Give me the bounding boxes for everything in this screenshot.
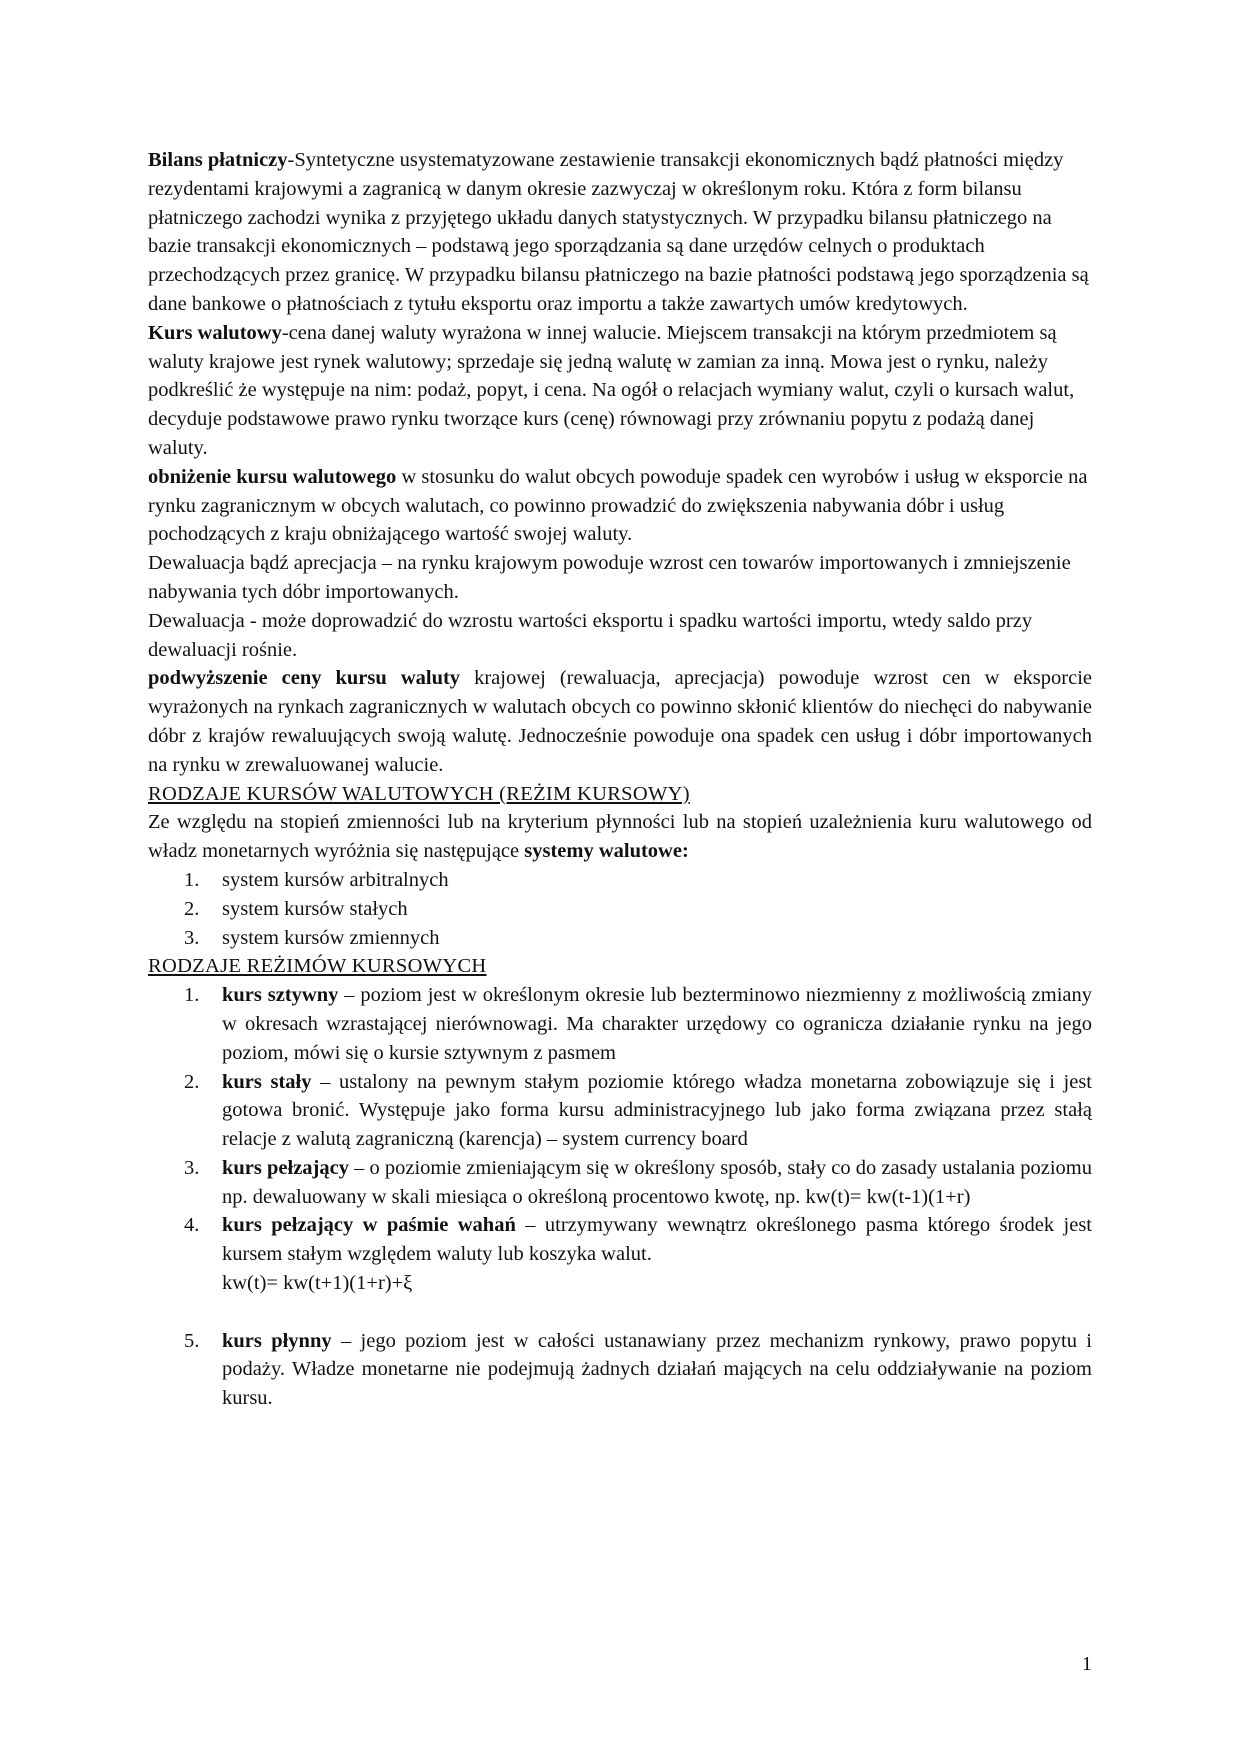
text-obnizenie: w stosunku do walut obcych powoduje spadek cen wyrobów i usług w eksporcie na rynku zagranicznym w obcych walutach, co powinno prowadzić do zwiększenia nabywania dóbr i usług pochodzących z kraju obniżającego wartość swojej waluty. <box>148 465 1088 546</box>
paragraph-dewaluacja-1: Dewaluacja bądź aprecjacja – na rynku krajowym powoduje wzrost cen towarów importowanych i zmniejszenie nabywania tych dóbr importowanych. <box>148 552 1071 603</box>
paragraph-systemy-intro <box>148 808 1092 866</box>
list-item-term: kurs sztywny <box>222 984 339 1007</box>
paragraph-podwyzszenie <box>148 664 1092 779</box>
document-page <box>148 146 1092 1413</box>
list-item <box>148 1327 1092 1413</box>
list-item-text: – o poziomie zmieniającym się w określony sposób, stały co do zasady ustalania poziomu np. dewaluowany w skali miesiąca o określoną procentowo kwotę, np. kw(t)= kw(t-1)(1+r) <box>222 1156 1092 1208</box>
list-item-formula: kw(t)= kw(t+1)(1+r)+ξ <box>222 1272 413 1295</box>
list-item-text: – utrzymywany wewnątrz określonego pasma którego środek jest kursem stałym względem waluty lub koszyka walut. <box>222 1214 1092 1266</box>
paragraph-kurs-walutowy <box>148 319 1092 463</box>
list-item-text: – jego poziom jest w całości ustanawiany przez mechanizm rynkowy, prawo popytu i podaży. Władze monetarne nie podejmują żadnych działań mających na celu oddziaływanie na poziom kursu. <box>222 1329 1092 1410</box>
list-item-number: 1. <box>184 984 200 1007</box>
term-podwyzszenie: podwyższenie ceny kursu waluty <box>148 667 461 690</box>
list-item <box>148 1211 1092 1297</box>
term-kurs-walutowy: Kurs walutowy <box>148 321 282 344</box>
list-item <box>148 1068 1092 1154</box>
heading-rodzaje-rezimow: RODZAJE REŻIMÓW KURSOWYCH <box>148 955 487 978</box>
list-item <box>148 981 1092 1067</box>
list-item-number: 3. <box>184 1156 200 1179</box>
systems-list <box>148 866 1092 952</box>
list-item <box>148 895 1092 924</box>
list-item-number: 4. <box>184 1214 200 1237</box>
heading-rodzaje-kursow: RODZAJE KURSÓW WALUTOWYCH (REŻIM KURSOWY) <box>148 782 690 805</box>
text-kurs-walutowy: -cena danej waluty wyrażona w innej walucie. Miejscem transakcji na którym przedmiotem są waluty krajowe jest rynek walutowy; sprzedaje się jedną walutę w zamian za inną. Mowa jest o rynku, należy podkreślić że występuje na nim: podaż, popyt, i cena. Na ogół o relacjach wymiany walut, czyli o kursach walut, decyduje podstawowe prawo rynku tworzące kurs (cenę) równowagi przy zrównaniu popytu z podażą danej waluty. <box>148 321 1075 459</box>
list-item-text: – ustalony na pewnym stałym poziomie którego władza monetarna zobowiązuje się i jest gotowa bronić. Występuje jako forma kursu administracyjnego lub jako forma związana przez stałą relacje z walutą zagraniczną (karencja) – system currency board <box>222 1070 1092 1151</box>
list-item-number: 5. <box>184 1329 200 1352</box>
list-item <box>148 866 1092 895</box>
paragraph-obnizenie <box>148 463 1092 549</box>
list-item-term: kurs stały <box>222 1070 312 1093</box>
list-item <box>148 1154 1092 1212</box>
list-item-text: – poziom jest w określonym okresie lub bezterminowo niezmienny z możliwością zmiany w okresach wzrastającej nierównowagi. Ma charakter urzędowy co ogranicza działanie rynku na jego poziom, mówi się o kursie sztywnym z pasmem <box>222 984 1092 1064</box>
list-item <box>148 924 1092 953</box>
paragraph-dewaluacja-2: Dewaluacja - może doprowadzić do wzrostu wartości eksportu i spadku wartości importu, wtedy saldo przy dewaluacji rośnie. <box>148 609 1033 661</box>
list-item-text: system kursów zmiennych <box>222 926 440 949</box>
term-bilans: Bilans płatniczy <box>148 149 288 171</box>
text-bilans: -Syntetyczne usystematyzowane zestawienie transakcji ekonomicznych bądź płatności między rezydentami krajowymi a zagranicą w danym okresie zazwyczaj w określonym roku. Która z form bilansu płatniczego zachodzi wynika z przyjętego układu danych statystycznych. W przypadku bilansu płatniczego na bazie transakcji ekonomicznych – podstawą jego sporządzania są dane urzędów celnych o produktach przechodzących przez granicę. W przypadku bilansu płatniczego na bazie płatności podstawą jego sporządzenia są dane bankowe o płatnościach z tytułu eksportu oraz importu a także zawartych umów kredytowych. <box>148 149 1089 315</box>
list-item-number: 2. <box>184 1070 200 1093</box>
regimes-list <box>148 981 1092 1413</box>
list-item-text: system kursów stałych <box>222 897 408 920</box>
list-item-term: kurs płynny <box>222 1329 332 1352</box>
list-item-term: kurs pełzający <box>222 1156 349 1179</box>
text-podwyzszenie: krajowej (rewaluacja, aprecjacja) powoduje wzrost cen w eksporcie wyrażonych na rynkach zagranicznych w walutach obcych co powinno skłonić klientów do niechęci do nabywanie dóbr z krajów rewaluujących swoją walutę. Jednocześnie powoduje ona spadek cen usług i dóbr importowanych na rynku w zrewaluowanej walucie. <box>148 667 1092 776</box>
list-item-number: 1. <box>184 868 200 891</box>
text-systemy-intro: Ze względu na stopień zmienności lub na kryterium płynności lub na stopień uzależnienia kuru walutowego od władz monetarnych wyróżnia się następujące <box>148 811 1092 863</box>
list-item-term: kurs pełzający w paśmie wahań <box>222 1214 516 1237</box>
term-systemy-walutowe: systemy walutowe: <box>524 840 689 863</box>
term-obnizenie: obniżenie kursu walutowego <box>148 465 397 488</box>
page-number: 1 <box>1081 1653 1092 1675</box>
list-item-text: system kursów arbitralnych <box>222 868 449 891</box>
list-item-number: 3. <box>184 926 200 949</box>
paragraph-bilans <box>148 146 1092 319</box>
list-item-number: 2. <box>184 897 200 920</box>
